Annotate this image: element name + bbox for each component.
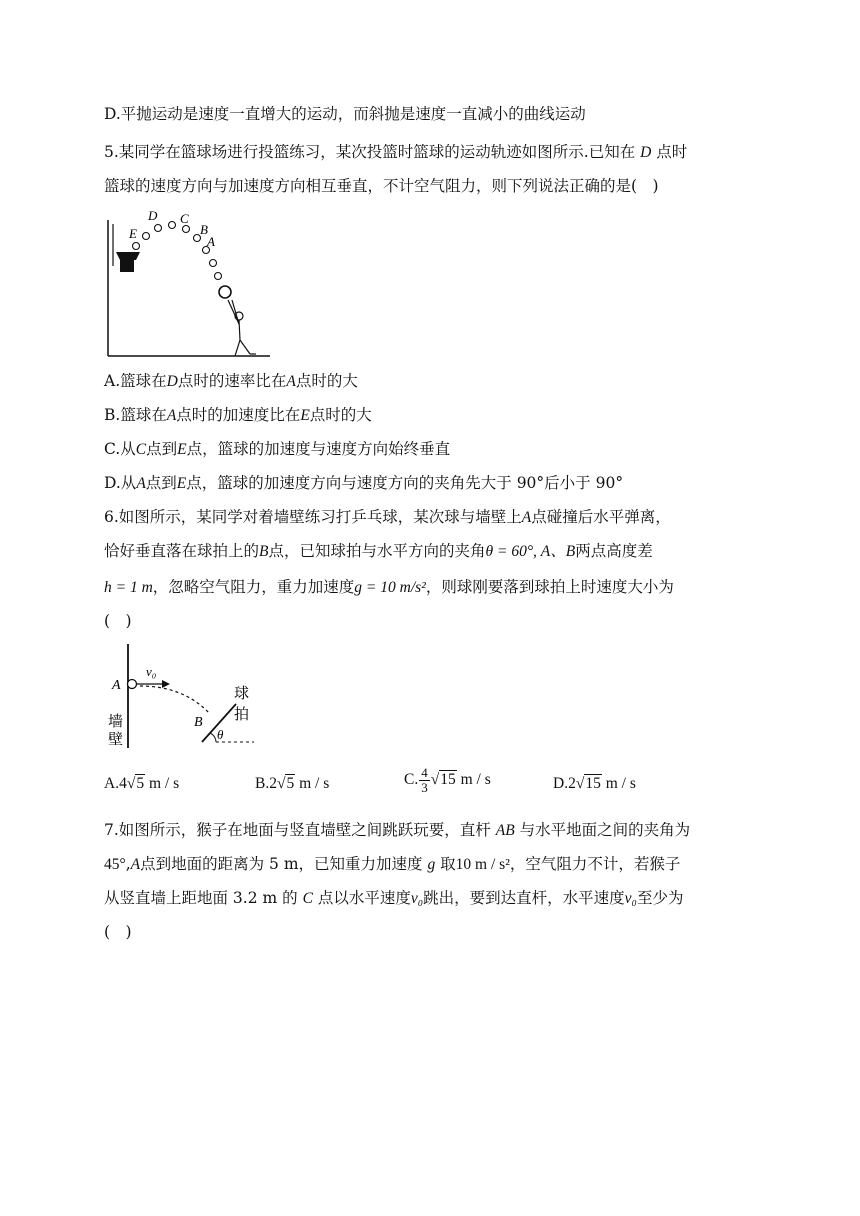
- q5-label-e: E: [129, 226, 137, 241]
- q4-option-d: D.平抛运动是速度一直增大的运动，而斜抛是速度一直减小的曲线运动: [104, 105, 586, 123]
- q5-option-c: C.从C点到E点，篮球的加速度与速度方向始终垂直: [104, 440, 451, 458]
- q6-label-wall-2: 壁: [108, 732, 124, 748]
- q6-label-racket-1: 球: [234, 686, 250, 702]
- q6-label-racket-2: 拍: [234, 707, 250, 723]
- q7-stem-line4: ( ): [104, 923, 132, 941]
- q6-pingpong-figure: [104, 640, 272, 752]
- q5-label-a: A: [207, 234, 215, 249]
- q6-option-b: B.2√5 m / s: [255, 775, 330, 792]
- q5-stem-line2: 篮球的速度方向与加速度方向相互垂直，不计空气阻力，则下列说法正确的是( ): [104, 177, 659, 195]
- q6-label-wall-1: 墙: [108, 714, 124, 730]
- q6-option-a: A.4√5 m / s: [104, 775, 180, 792]
- q6-label-a: A: [112, 678, 121, 693]
- q6-option-c-fraction: $\frac{4}{3}$: [421, 765, 428, 795]
- q6-option-c: C. $\frac{4}{3}$ √15 m / s: [404, 765, 491, 795]
- q5-label-d: D: [148, 208, 158, 223]
- q6-stem-line1: 6.如图所示，某同学对着墙壁练习打乒乓球，某次球与墙壁上A点碰撞后水平弹离，: [104, 508, 671, 526]
- q5-option-a: A.篮球在D点时的速率比在A点时的大: [104, 372, 358, 390]
- q6-label-theta: θ: [217, 727, 224, 742]
- q6-stem-line3: h = 1 m，忽略空气阻力，重力加速度g = 10 m/s²，则球刚要落到球拍上时速度大小为: [104, 578, 674, 596]
- q5-option-d: D.从A点到E点，篮球的加速度方向与速度方向的夹角先大于 90°后小于 90°: [104, 474, 624, 492]
- q6-stem-line2: 恰好垂直落在球拍上的B点，已知球拍与水平方向的夹角θ = 60°, A、B两点高度差: [104, 542, 653, 560]
- q5-label-b: B: [200, 222, 208, 237]
- q6-stem-line4: ( ): [104, 612, 132, 630]
- q5-basketball-figure: [100, 208, 272, 358]
- q5-label-c: C: [180, 211, 189, 226]
- q5-option-b: B.篮球在A点时的加速度比在E点时的大: [104, 406, 372, 424]
- q7-stem-line3: 从竖直墙上距地面 3.2 m 的 C 点以水平速度v₀跳出，要到达直杆，水平速度v₀至少为: [104, 889, 684, 907]
- q7-stem-line1: 7.如图所示，猴子在地面与竖直墙壁之间跳跃玩要，直杆 AB 与水平地面之间的夹角为: [104, 821, 691, 839]
- q6-label-b: B: [194, 715, 203, 730]
- q6-label-v0: v₀: [146, 664, 157, 679]
- q6-option-d: D.2√15 m / s: [553, 775, 636, 792]
- q7-stem-line2: 45°,A点到地面的距离为 5 m，已知重力加速度 g 取10 m / s²，空气阻力不计，若猴子: [104, 855, 681, 873]
- q5-stem-line1: 5.某同学在篮球场进行投篮练习，某次投篮时篮球的运动轨迹如图所示.已知在 D 点时: [104, 143, 688, 161]
